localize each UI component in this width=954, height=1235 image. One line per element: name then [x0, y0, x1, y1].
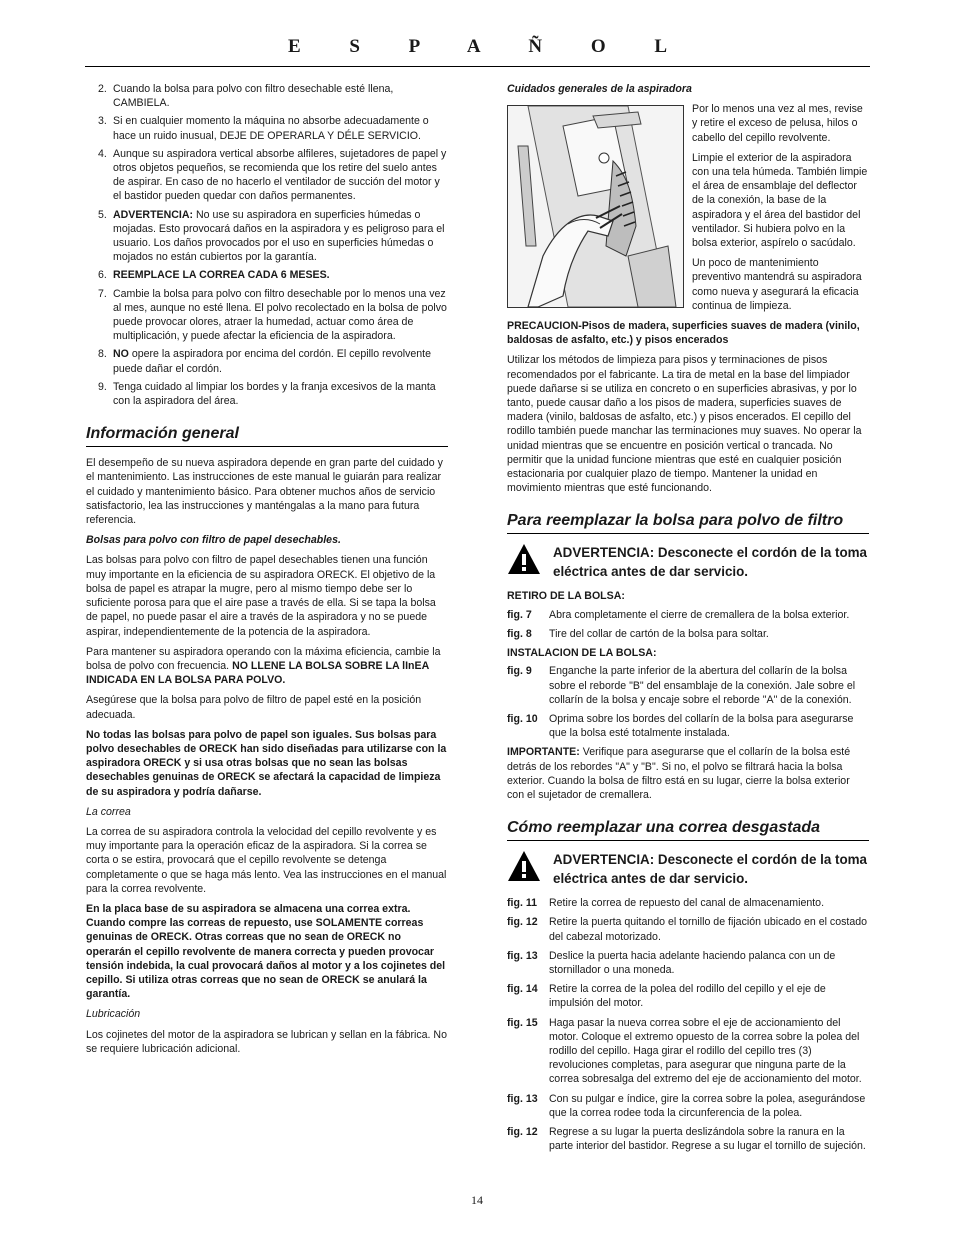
- language-header: E S P A Ñ O L: [287, 36, 690, 57]
- fig-step: fig. 9 Enganche la parte inferior de la abertura del collarín de la bolsa sobre el reborde "B" del ensamblaje de la conexión. Jale sobre el collarín de la bolsa y encaje sobre el reborde "A" de la conexión.: [507, 665, 856, 706]
- list-item: 6. REEMPLACE LA CORREA CADA 6 MESES.: [98, 269, 330, 282]
- care-paragraph-3: Un poco de mantenimiento preventivo mantendrá su aspiradora como nueva y asegurará la eficacia continua de limpieza.: [692, 257, 862, 312]
- belt-heading: La correa: [86, 805, 131, 818]
- list-item: 5. ADVERTENCIA: No use su aspiradora en superficies húmedas o mojadas. Esto provocará daños en la aspiradora y es peligroso para el usuario. Los daños provocados por el uso en superficies húmedas o mojados no están cubiertos por la garantía.: [98, 208, 445, 264]
- warning-text: ADVERTENCIA: Desconecte el cordón de la toma eléctrica antes de dar servicio.: [553, 545, 867, 580]
- info-paragraph: El desempeño de su nueva aspiradora depende en gran parte del cuidado y el mantenimiento. Las instrucciones de este manual le guiarán para realizar el cuidado y mantenimiento básico. Para obtener muchos años de servicio satisfactorio, lea las instrucciones y manténgalas a la mano para futura referencia.: [86, 457, 443, 527]
- fig-step: fig. 8 Tire del collar de cartón de la bolsa para soltar.: [507, 627, 769, 640]
- care-heading: Cuidados generales de la aspiradora: [507, 83, 692, 95]
- lubrication-heading: Lubricación: [86, 1008, 141, 1021]
- page-number: 14: [471, 1193, 483, 1207]
- caution-heading: PRECAUCION-Pisos de madera, superficies suaves de madera (vinilo, baldosas de asfalto, etc.) y pisos encerados: [507, 320, 860, 347]
- belt-replace-heading: Cómo reemplazar una correa desgastada: [507, 818, 869, 841]
- fig-step: fig. 7 Abra completamente el cierre de cremallera de la bolsa exterior.: [507, 608, 850, 621]
- caution-paragraph: Utilizar los métodos de limpieza para pisos y terminaciones de pisos recomendados por el fabricante. La tira de metal en la base del limpiador puede dañarse si se utiliza en concreto o en superficies abrasivas, y por lo tanto, puede causar daño a los pisos de madera, superficies suaves de madera (vinilo, baldosas de asfalto, etc.) y pisos encerados. El cepillo del rodillo también puede manchar las terminaciones muy suaves. No operar la unidad mientras que se encuentre en posición vertical o trancada. No permitir que la unidad funcione mientras que esté en cualquier posición estacionaria por cualquier plazo de tiempo. Mantener la unidad en movimiento mientras que esté funcionando.: [507, 354, 862, 495]
- warning-box: [507, 543, 869, 581]
- fig-step: fig. 15 Haga pasar la nueva correa sobre el eje de accionamiento del motor. Coloque el extremo opuesto de la correa sobre la polea del rodillo del cepillo. Haga girar el rodillo del cepillo tres (3) revoluciones completas, para asegurar que ninguna parte de la correa sobresalga del extremo del eje de accionamiento del motor.: [507, 1016, 862, 1086]
- left-column: [86, 82, 448, 1062]
- warning-icon: [507, 543, 541, 575]
- important-note: IMPORTANTE: Verifique para asegurarse que el collarín de la bolsa esté detrás de los rebordes "A" y "B". Si no, el polvo se filtrará hacia la bolsa exterior. Cuando la bolsa de filtro está en su lugar, cierre la bolsa exterior con el sujetador de cremallera.: [507, 746, 851, 801]
- info-heading: Información general: [86, 424, 448, 447]
- bags-heading: Bolsas para polvo con filtro de papel desechables.: [86, 534, 341, 547]
- belt-paragraph-2: En la placa base de su aspiradora se almacena una correa extra. Cuando compre las correas de repuesto, use SOLAMENTE correas genuinas de ORECK. Otras correas que no sean de ORECK no operarán el cepillo revolvente de manera correcta y pueden provocar tensión indebida, la cual provocará daños al motor y a los cojinetes del cepillo. Si utiliza otras correas que no sean de ORECK se anulará la garantía.: [86, 902, 446, 1001]
- fig-step: fig. 12 Retire la puerta quitando el tornillo de fijación ubicado en el costado del cabezal motorizado.: [507, 916, 868, 943]
- fig-step: fig. 14 Retire la correa de la polea del rodillo del cepillo y el eje de impulsión del motor.: [507, 983, 826, 1010]
- fig-step: fig. 11 Retire la correa de repuesto del canal de almacenamiento.: [507, 897, 825, 910]
- fig-step: fig. 10 Oprima sobre los bordes del collarín de la bolsa para asegurarse que la bolsa esté totalmente instalada.: [507, 712, 854, 740]
- fig-step: fig. 12 Regrese a su lugar la puerta deslizándola sobre la ranura en la parte interior del bastidor. Regrese a su lugar el tornillo de sujeción.: [507, 1125, 866, 1153]
- list-item: 8. NO opere la aspiradora por encima del cordón. El cepillo revolvente puede dañar el cordón.: [98, 348, 431, 375]
- care-paragraph-1: Por lo menos una vez al mes, revise y retire el exceso de pelusa, hilos o cabello del cepillo revolvente.: [692, 103, 863, 144]
- brush-cleaning-illustration: [507, 105, 684, 308]
- care-paragraph-2: Limpie el exterior de la aspiradora con una tela húmeda. También limpie el área de ensamblaje del deflector de la conexión, la base de la aspiradora y el área del bastidor del ventilador. Si hubiera polvo en la bolsa exterior, aspírelo o sacúdalo.: [692, 151, 868, 250]
- fig-step: fig. 13 Deslice la puerta hacia adelante haciendo palanca con un de stornillador o una moneda.: [507, 949, 836, 976]
- list-item: 9. Tenga cuidado al limpiar los bordes y la franja excesivos de la manta con la aspiradora del área.: [98, 380, 436, 408]
- list-item: 2. Cuando la bolsa para polvo con filtro desechable esté llena, CAMBIELA.: [98, 83, 394, 110]
- warning-icon: [507, 850, 541, 882]
- lubrication-paragraph: Los cojinetes del motor de la aspiradora se lubrican y sellan en la fábrica. No se requiere lubricación adicional.: [86, 1028, 447, 1055]
- bags-paragraph-3: Asegúrese que la bolsa para polvo de filtro de papel esté en la posición adecuada.: [86, 694, 422, 721]
- right-column: [507, 82, 869, 1158]
- bag-replace-heading: Para reemplazar la bolsa para polvo de filtro: [507, 511, 869, 534]
- belt-paragraph-1: La correa de su aspiradora controla la velocidad del cepillo revolvente y es muy importante para la operación eficaz de la aspiradora. Si la correa se corta o se estira, provocará que el cepillo revolvente se detenga completamente o que se haga más lento. Vea las instrucciones en el manual para la correa revolvente.: [86, 825, 447, 895]
- bags-paragraph-1: Las bolsas para polvo con filtro de papel desechables tienen una función muy importante en la eficiencia de su aspiradora ORECK. El objetivo de la bolsa de papel es atrapar la mugre, pero al mismo tiempo debe ser lo suficiente porosa para que el aire pase a través de ella. Si se tapa la bolsa de papel, no puede pasar el aire a través de la aspiradora y no se puede aspirar, independientemente de la potencia de la aspiradora.: [86, 554, 436, 638]
- removal-heading: RETIRO DE LA BOLSA:: [507, 590, 625, 603]
- bags-paragraph-4: No todas las bolsas para polvo de papel son iguales. Sus bolsas para polvo desechables de ORECK han sido diseñadas para utilizarse con la aspiradora ORECK y si usa otras bolsas que no sean las bolsas desechables genuinas de ORECK se afectará la capacidad de limpieza de su aspiradora y podría dañarse.: [86, 728, 447, 798]
- header-rule: [85, 66, 870, 67]
- list-item: 7. Cambie la bolsa para polvo con filtro desechable por lo menos una vez al mes, aunque no esté llena. El polvo recolectado en la bolsa de polvo puede provocar olores, atraer la humedad, actuar como área de multiplicación, y puede afectar la eficiencia de la aspiradora.: [98, 287, 447, 343]
- warning-text: ADVERTENCIA: Desconecte el cordón de la toma eléctrica antes de dar servicio.: [553, 852, 867, 887]
- list-item: 3. Si en cualquier momento la máquina no absorbe adecuadamente o hace un ruido inusual, DEJE DE OPERARLA Y DÉLE SERVICIO.: [98, 115, 429, 142]
- bags-paragraph-2: Para mantener su aspiradora operando con la máxima eficiencia, cambie la bolsa de polvo con frecuencia. NO LLENE LA BOLSA SOBRE LA lInEA INDICADA EN LA BOLSA PARA POLVO.: [86, 645, 441, 687]
- fig-step: fig. 13 Con su pulgar e índice, gire la correa sobre la polea, asegurándose que la correa rodee toda la circunferencia de la polea.: [507, 1092, 866, 1119]
- install-heading: INSTALACION DE LA BOLSA:: [507, 647, 657, 660]
- warning-box: [507, 850, 869, 888]
- care-block: [507, 102, 869, 319]
- list-item: 4. Aunque su aspiradora vertical absorbe alfileres, sujetadores de papel y otros objetos pequeños, se recomienda que los retire del suelo antes de aspirar. En caso de no hacerlo el ventilador de succión del motor y el bastidor pueden quedar con daños permanentes.: [98, 147, 447, 203]
- safety-list: [86, 82, 448, 408]
